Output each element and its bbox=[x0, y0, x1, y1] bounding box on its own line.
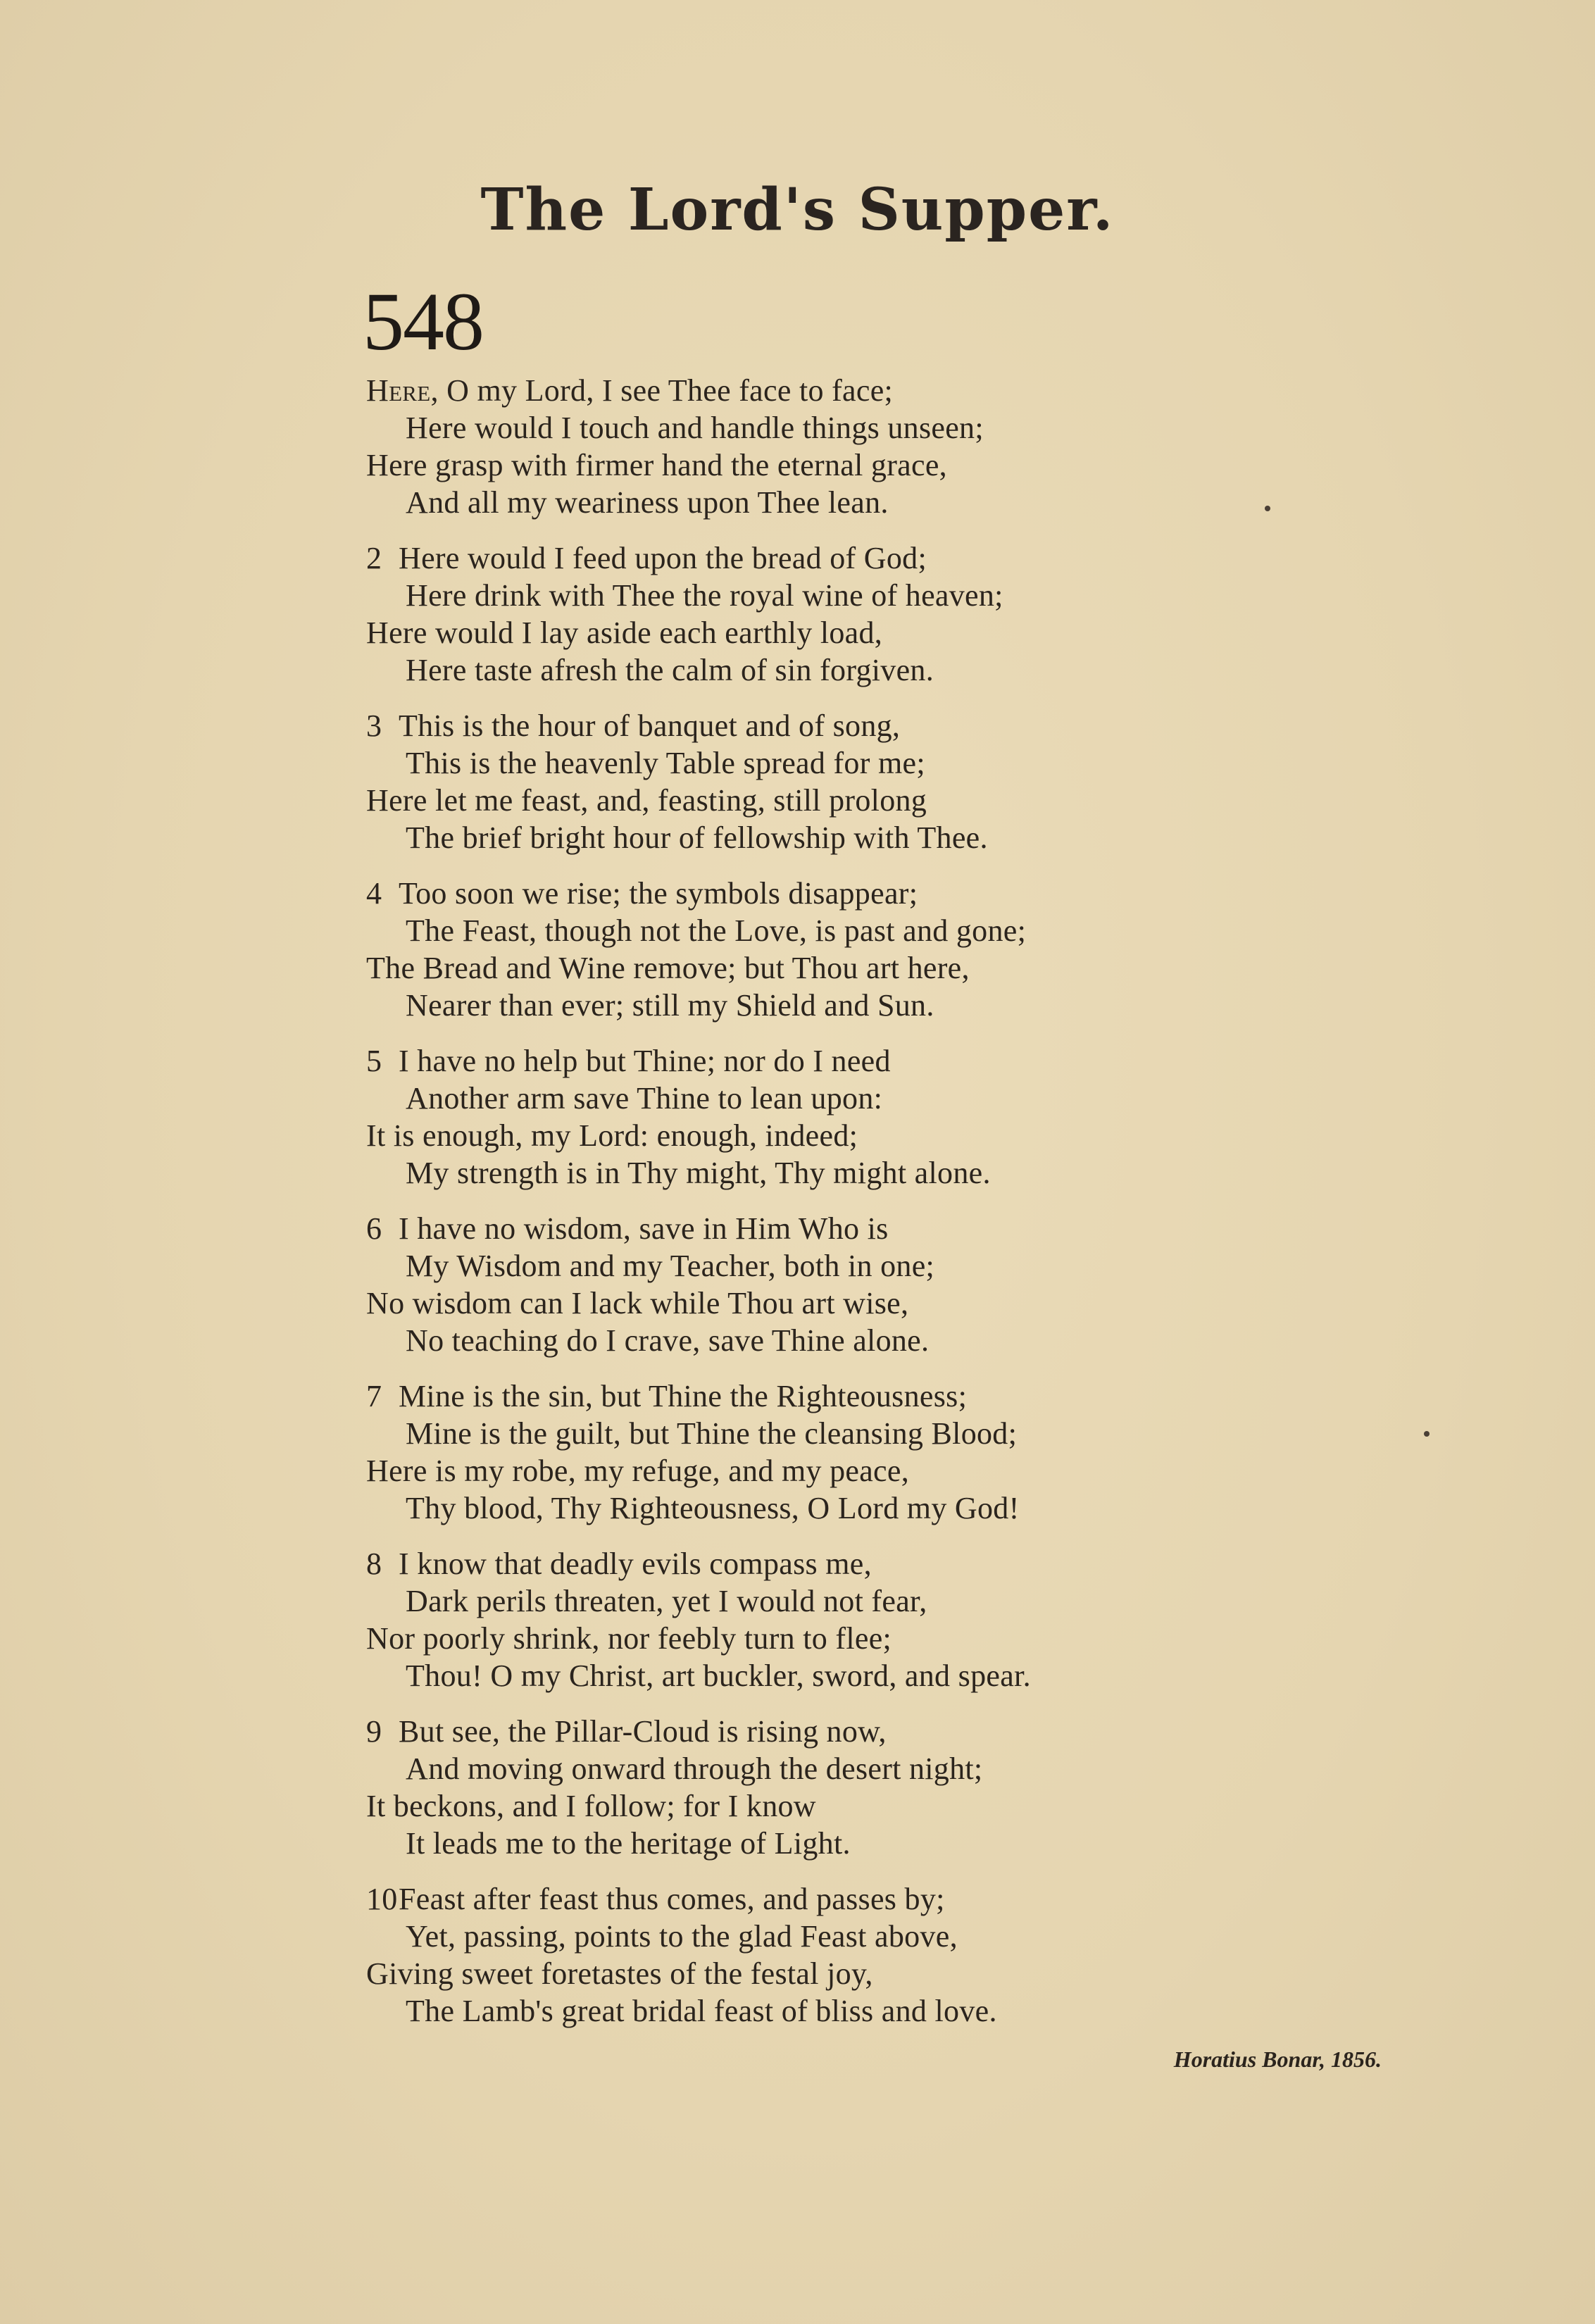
stanza-4 bbox=[366, 875, 1437, 1024]
stanza-line: Here would I touch and handle things unseen; bbox=[406, 411, 984, 445]
stanza-line: My Wisdom and my Teacher, both in one; bbox=[406, 1249, 935, 1283]
verse-number: 5 bbox=[366, 1044, 382, 1078]
print-speck bbox=[1424, 1431, 1430, 1437]
stanza-line: It beckons, and I follow; for I know bbox=[366, 1789, 816, 1823]
stanza-line bbox=[366, 1042, 1437, 1080]
stanza-line: It leads me to the heritage of Light. bbox=[406, 1826, 851, 1861]
author-year: 1856. bbox=[1331, 2047, 1382, 2072]
print-speck bbox=[1265, 506, 1270, 511]
stanza-line: Mine is the guilt, but Thine the cleansing Blood; bbox=[406, 1416, 1018, 1451]
stanza-line: The brief bright hour of fellowship with Thee. bbox=[406, 820, 988, 855]
verse-number: 2 bbox=[366, 541, 382, 575]
stanza-line: Here taste afresh the calm of sin forgiven. bbox=[406, 653, 934, 687]
line-text: , O my Lord, I see Thee face to face; bbox=[430, 373, 894, 408]
verse-number: 9 bbox=[366, 1714, 382, 1749]
line-text: I have no help but Thine; nor do I need bbox=[399, 1044, 891, 1078]
stanza-line: Thy blood, Thy Righteousness, O Lord my God! bbox=[406, 1491, 1020, 1525]
verse-number: 4 bbox=[366, 876, 382, 911]
verse-number: 8 bbox=[366, 1547, 382, 1581]
stanza-line bbox=[366, 875, 1437, 912]
stanza-10 bbox=[366, 1880, 1437, 2030]
stanza-line bbox=[366, 1713, 1437, 1750]
stanza-line: Giving sweet foretastes of the festal joy, bbox=[366, 1956, 873, 1991]
line-text: Here would I feed upon the bread of God; bbox=[399, 541, 927, 575]
stanza-line: No wisdom can I lack while Thou art wise, bbox=[366, 1286, 909, 1320]
line-text: Too soon we rise; the symbols disappear; bbox=[399, 876, 918, 911]
stanza-9 bbox=[366, 1713, 1437, 1862]
stanza-line bbox=[366, 372, 1437, 409]
stanza-line: Nearer than ever; still my Shield and Sun. bbox=[406, 988, 934, 1023]
verse-number: 6 bbox=[366, 1211, 382, 1246]
verse-number: 10 bbox=[366, 1882, 398, 1916]
stanza-line: Here would I lay aside each earthly load, bbox=[366, 616, 883, 650]
stanza-line: Here let me feast, and, feasting, still prolong bbox=[366, 783, 927, 818]
hymn-verses bbox=[366, 372, 1437, 2030]
stanza-1 bbox=[366, 372, 1437, 521]
stanza-line bbox=[366, 1880, 1437, 1918]
stanza-line: The Bread and Wine remove; but Thou art here, bbox=[366, 951, 970, 985]
verse-number: 7 bbox=[366, 1379, 382, 1413]
stanza-line: This is the heavenly Table spread for me; bbox=[406, 746, 925, 780]
stanza-line bbox=[366, 707, 1437, 744]
line-text: This is the hour of banquet and of song, bbox=[399, 708, 901, 743]
stanza-line bbox=[366, 1545, 1437, 1582]
stanza-3 bbox=[366, 707, 1437, 856]
stanza-line: Here is my robe, my refuge, and my peace, bbox=[366, 1454, 909, 1488]
stanza-line: Nor poorly shrink, nor feebly turn to flee; bbox=[366, 1621, 892, 1656]
stanza-7 bbox=[366, 1377, 1437, 1527]
first-word: Here bbox=[366, 373, 431, 408]
author-attribution: Horatius Bonar, 1856. bbox=[1173, 2047, 1382, 2072]
stanza-line: Thou! O my Christ, art buckler, sword, and spear. bbox=[406, 1658, 1031, 1693]
stanza-5 bbox=[366, 1042, 1437, 1192]
line-text: But see, the Pillar-Cloud is rising now, bbox=[399, 1714, 887, 1749]
stanza-line: Yet, passing, points to the glad Feast above, bbox=[406, 1919, 958, 1954]
stanza-line bbox=[366, 1210, 1437, 1247]
hymn-number: 548 bbox=[363, 275, 483, 368]
stanza-line: My strength is in Thy might, Thy might alone. bbox=[406, 1156, 991, 1190]
stanza-line: Dark perils threaten, yet I would not fear, bbox=[406, 1584, 927, 1618]
stanza-line: It is enough, my Lord: enough, indeed; bbox=[366, 1118, 858, 1153]
section-title: The Lord's Supper. bbox=[480, 176, 1115, 244]
stanza-line: And all my weariness upon Thee lean. bbox=[406, 485, 889, 520]
stanza-8 bbox=[366, 1545, 1437, 1694]
stanza-line: Here grasp with firmer hand the eternal grace, bbox=[366, 448, 947, 482]
stanza-line: No teaching do I crave, save Thine alone. bbox=[406, 1323, 930, 1358]
stanza-6 bbox=[366, 1210, 1437, 1359]
line-text: I know that deadly evils compass me, bbox=[399, 1547, 872, 1581]
stanza-line: Here drink with Thee the royal wine of heaven; bbox=[406, 578, 1003, 613]
stanza-line bbox=[366, 539, 1437, 577]
stanza-line: Another arm save Thine to lean upon: bbox=[406, 1081, 883, 1116]
line-text: Feast after feast thus comes, and passes by; bbox=[399, 1882, 945, 1916]
line-text: Mine is the sin, but Thine the Righteousness; bbox=[399, 1379, 968, 1413]
author-name: Horatius Bonar bbox=[1173, 2047, 1320, 2072]
line-text: I have no wisdom, save in Him Who is bbox=[399, 1211, 889, 1246]
stanza-line: And moving onward through the desert night; bbox=[406, 1751, 983, 1786]
verse-number: 3 bbox=[366, 708, 382, 743]
stanza-line bbox=[366, 1377, 1437, 1415]
stanza-2 bbox=[366, 539, 1437, 689]
stanza-line: The Feast, though not the Love, is past and gone; bbox=[406, 913, 1027, 948]
stanza-line: The Lamb's great bridal feast of bliss and love. bbox=[406, 1994, 997, 2028]
